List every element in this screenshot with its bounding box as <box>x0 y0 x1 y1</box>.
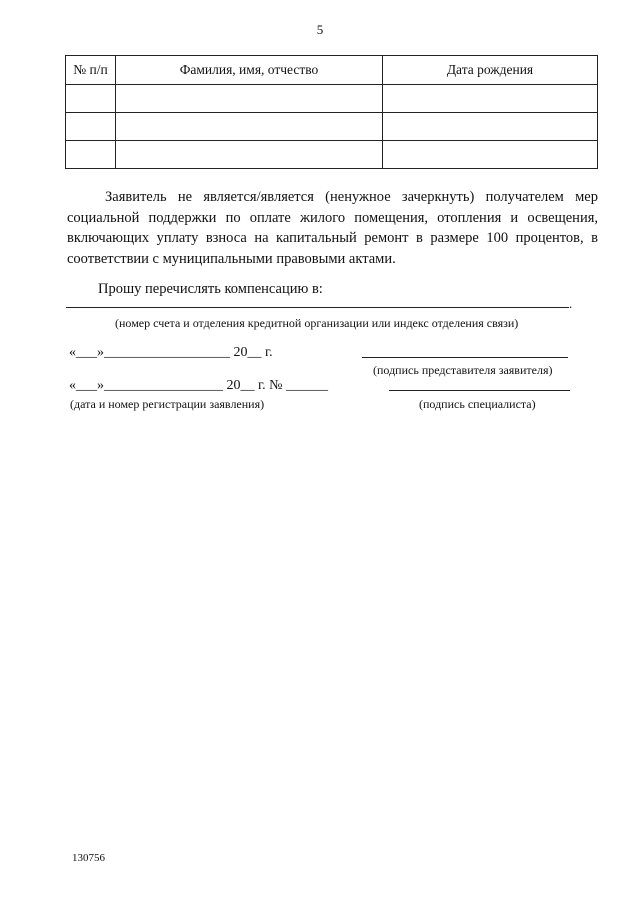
table-row <box>66 85 598 113</box>
cell-number[interactable] <box>66 113 116 141</box>
account-number-field[interactable] <box>66 307 569 308</box>
compensation-request-label: Прошу перечислять компенсацию в: <box>98 281 323 297</box>
cell-number[interactable] <box>66 85 116 113</box>
applicant-signature-caption: (подпись представителя заявителя) <box>373 363 553 377</box>
specialist-signature-line[interactable] <box>389 390 570 391</box>
page-number: 5 <box>316 22 324 37</box>
account-line-dot: . <box>569 296 573 311</box>
specialist-signature-caption: (подпись специалиста) <box>419 397 536 411</box>
document-code: 130756 <box>72 852 105 864</box>
registration-caption: (дата и номер регистрации заявления) <box>70 397 265 411</box>
cell-full-name[interactable] <box>116 85 383 113</box>
header-number: № п/п <box>66 56 116 85</box>
table-header-row <box>66 56 598 85</box>
applicant-signature-line[interactable] <box>362 357 568 358</box>
application-date-field[interactable]: «___»__________________ 20__ г. <box>69 345 273 360</box>
cell-birth-date[interactable] <box>383 113 598 141</box>
header-birth-date: Дата рождения <box>383 56 598 85</box>
table-row <box>66 113 598 141</box>
cell-birth-date[interactable] <box>383 85 598 113</box>
header-full-name: Фамилия, имя, отчество <box>116 56 383 85</box>
persons-table <box>65 55 598 169</box>
cell-birth-date[interactable] <box>383 141 598 169</box>
cell-full-name[interactable] <box>116 113 383 141</box>
statement-paragraph: Заявитель не является/является (ненужное зачеркнуть) получателем мер социальной поддержки по оплате жилого помещения, отопления и освещения, включающих уплату взноса на капитальный ремонт в размере 100 процентов, в соответствии с муниципальными правовыми актами. <box>67 189 598 267</box>
table-row <box>66 141 598 169</box>
cell-number[interactable] <box>66 141 116 169</box>
cell-full-name[interactable] <box>116 141 383 169</box>
registration-date-number-field[interactable]: «___»_________________ 20__ г. № ______ <box>69 378 329 393</box>
account-caption: (номер счета и отделения кредитной организации или индекс отделения связи) <box>115 316 519 330</box>
